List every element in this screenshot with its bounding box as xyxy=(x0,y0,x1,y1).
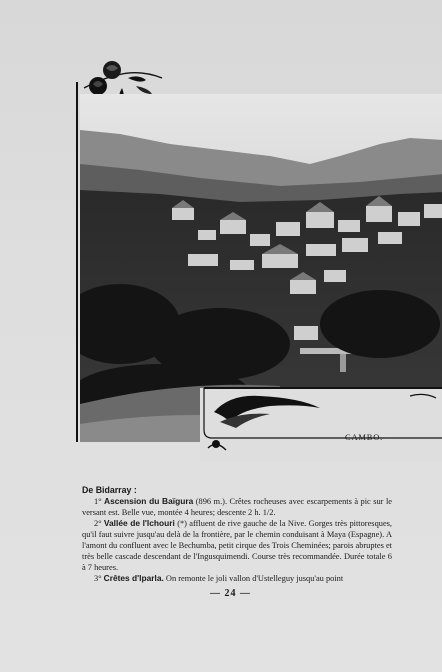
item-number: 1° xyxy=(94,497,102,506)
page-number: — 24 — xyxy=(210,588,251,599)
list-item xyxy=(82,496,392,518)
list-item xyxy=(82,573,392,584)
section-heading: De Bidarray : xyxy=(82,485,137,495)
item-number: 2° xyxy=(94,519,102,528)
item-title: Vallée de l'Ichouri xyxy=(103,518,175,528)
art-nouveau-flourish-icon xyxy=(200,382,442,462)
item-text: On remonte le joli vallon d'Ustelleguy jusqu'au point xyxy=(163,574,344,583)
item-text: (896 m.). Crêtes rocheuses avec escarpements à pic sur le versant est. Belle vue, montée 4 heures; descente 2 h. 1/2. xyxy=(82,497,393,517)
item-text: (*) affluent de rive gauche de la Nive. Gorges très pittoresques, qu'il faut suivre jusqu'au delà de la frontière, par le chemin conduisant à Maya (Espagne). A l'amont du confluent avec le Bechumba, petit cirque des Trois Cheminées; parois abruptes et très belle cascade descendant de l'Ingusquimendi. Course très recommandée. Durée totale 6 à 7 heures. xyxy=(82,519,393,572)
photo-caption: CAMBO. — xyxy=(345,432,396,442)
item-number: 3° xyxy=(94,574,102,583)
item-title: Ascension du Baïgura xyxy=(104,496,194,506)
item-title: Crêtes d'Iparla. xyxy=(103,573,164,583)
list-item xyxy=(82,518,392,573)
body-text xyxy=(82,485,392,584)
